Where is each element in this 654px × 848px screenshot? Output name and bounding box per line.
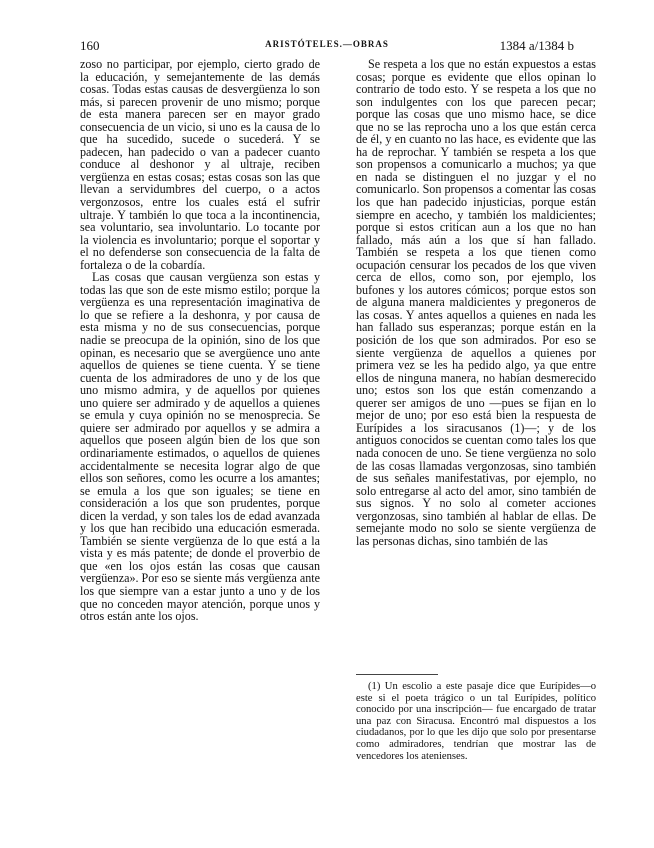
- footnote-rule: [356, 674, 438, 675]
- paragraph: Las cosas que causan vergüenza son estas y todas las que son de este mismo estilo; porque la vergüenza es una representación imaginativa de lo que se refiere a la deshonra, y por causa de esta misma y no de sus consecuencias, porque nadie se preocupa de la opinión, sino de los que opinan, es necesario que se avergüence uno ante aquellos de quienes se tiene cuenta. Y se tiene cuenta de los admiradores de uno y de los que uno mismo admira, y de aquellos por quienes uno quiere ser admirado y de aquellos a quienes se emula y cuya opinión no se menosprecia. Se quiere ser admirado por aquellos y se admira a aquellos que poseen algún bien de los que son ordinariamente estimados, o aquellos de quienes accidentalmente se necesita lograr algo de que ellos son señores, como les ocurre a los amantes; se emula a los que son iguales; se tiene en consideración a los que son prudentes, porque dicen la verdad, y son tales los de edad avanzada y los que han recibido una educación esmerada. También se siente vergüenza de lo que está a la vista y es más patente; de donde el proverbio de que «en los ojos están las cosas que causan vergüenza». Por eso se siente más vergüenza ante los que siempre van a estar junto a uno y de los que no conceden mayor atención, porque unos y otros están ante los ojos.: [80, 270, 320, 624]
- left-column: [80, 58, 320, 623]
- page-number: 160: [80, 38, 100, 53]
- footnote-text: (1) Un escolio a este pasaje dice que Eurípides—o este si el poeta trágico o un tal Eurípides, político conocido por una inscripción— fue encargado de tratar una paz con Siracusa. Encontró mal dispuestos a los ciudadanos, por lo que les dijo que solo por presentarse como admiradores, tendrían que mostrar las de vencedores los atenienses.: [356, 681, 596, 762]
- running-header: [80, 38, 574, 56]
- running-title: ARISTÓTELES.—OBRAS: [265, 39, 389, 49]
- right-column: [356, 58, 596, 670]
- paragraph: Se respeta a los que no están expuestos a estas cosas; porque es evidente que ellos opinan lo contrario de todo esto. Y se respeta a los que no son indulgentes con los que parecen pecar; porque las cosas que uno mismo hace, se dice que no se las reprocha uno a los que están cerca de él, y en cuanto no las hace, es evidente que las ha de reprochar. Y también se respeta a los que son propensos a comunicarlo a muchos; ya que en nada se distinguen el no juzgar y el no comunicarlo. Son propensos a comentar las cosas los que han padecido injusticias, porque están siempre en acecho, y también los maldicientes; porque si estos critican aun a los que no han fallado, más aún a los que sí han fallado. También se respeta a los que tienen como ocupación censurar los pecados de los que viven cerca de ellos, como son, por ejemplo, los bufones y los autores cómicos; porque estos son de alguna manera maldicientes y pregoneros de las cosas. Y antes aquellos a quienes en nada les han fallado sus esperanzas; porque están en la posición de los que son admirados. Por eso se siente vergüenza de aquellos a quienes por primera vez se les ha pedido algo, ya que entre ellos de ninguna manera, no habían desmerecido uno; estos son los que están comenzando a querer ser amigos de uno —pues se fijan en lo mejor de uno; por eso está bien la respuesta de Eurípides a los siracusanos (1)—; y de los antiguos conocidos se cuentan como tales los que nada conocen de uno. Se tiene vergüenza no solo de las cosas llamadas vergonzosas, sino también de sus señales manifestativas, por ejemplo, no solo entregarse al acto del amor, sino también de sus signos. Y no solo al cometer acciones vergonzosas, sino también al hablar de ellas. De semejante modo no solo se siente vergüenza de las personas dichas, sino también de las: [356, 58, 596, 548]
- footnote: [356, 681, 596, 762]
- bekker-page-range: 1384 a/1384 b: [499, 38, 574, 53]
- paragraph: zoso no participar, por ejemplo, cierto grado de la educación, y semejantemente de las demás cosas. Todas estas causas de desvergüenza lo son más, si parecen provenir de uno mismo; porque de esta manera parecen ser en mayor grado consecuencia de un vicio, si uno es la causa de lo que ha sucedido, sucede o sucederá. Y se padecen, han padecido o van a padecer cuanto conduce al deshonor y al ultraje, reciben vergüenza en estas cosas; estas cosas son las que llevan a servidumbres del cuerpo, o a actos vergonzosos, entre los cuales está el sufrir ultraje. Y también lo que toca a la incontinencia, sea voluntario, sea involuntario. Lo tocante por la violencia es involuntario; porque el soportar y el no defenderse son consecuencia de la falta de fortaleza o de la cobardía.: [80, 57, 320, 272]
